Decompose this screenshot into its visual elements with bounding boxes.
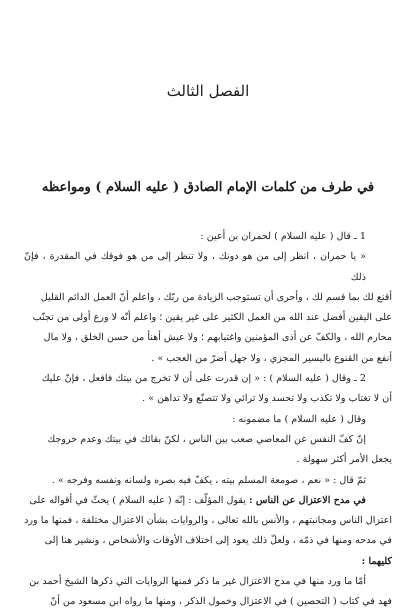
body-text — [24, 227, 392, 613]
text-line: كليهما : — [361, 555, 392, 567]
text-line: أنفع من القنوع باليسير المجزي ، ولا جهل أضرّ من العجب » . — [151, 352, 392, 364]
text-line: فهد في كتاب ( التحصين ) في الاعتزال وخمول الذكر ، ومنها ما رواه ابن مسعود من أنّ — [50, 596, 392, 608]
text-line: أمّا ما ورد منها في مدح الاعتزال غير ما ذكر فمنها الروايات التي ذكرها الشيخ أحمد بن — [29, 576, 366, 588]
text-line: أن لا تغتاب ولا تكذب ولا تحسد ولا ترائي ولا تتصنّع ولا تداهن » . — [142, 393, 392, 405]
text-line: يجعل الأمر أكثر سهولة . — [296, 454, 392, 466]
text-line: أقنع لك بما قسم لك ، وأحرى أن تستوجب الزيادة من ربّك ، واعلم أنّ العمل الدائم القليل — [40, 291, 392, 303]
section-title: في طرف من كلمات الإمام الصادق ( عليه السلام ) ومواعظه — [41, 180, 375, 195]
text-line: إنّ كفّ النفس عن المعاصي صعب بين الناس ، لكنّ بقائك في بيتك وعدم خروجك — [47, 433, 366, 445]
text-line: « يا حمران ، انظر إلى من هو دونك ، ولا تنظر إلى من هو فوقك في المقدرة ، فإنّ ذلك — [24, 251, 366, 283]
text-line: محارم الله ، والكفّ عن أذى المؤمنين واغتيابهم ؛ ولا عيش أهنأ من حسن الخلق ، ولا مال — [43, 332, 392, 344]
text-line: ثمّ قال : « نعم ، صومعة المسلم بيته ، يكفّ فيه بصره ولسانه ونفسه وفرجه » . — [51, 474, 366, 486]
text-line: اعتزال الناس ومجانبتهم ، والأنس بالله تعالى ، والروايات بشأن الاعتزال مختلفة ، فمنها ما ورد — [24, 515, 392, 527]
text-line-lead: في مدح الاعتزال عن الناس : — [248, 494, 366, 506]
chapter-title: الفصل الثالث — [166, 82, 250, 100]
text-line — [24, 491, 392, 511]
text-line-rest: يقول المؤلّف : إنّه ( عليه السلام ) يحثّ في أقواله على — [29, 494, 249, 506]
text-line: على اليقين أفضل عند الله من العمل الكثير على غير يقين ؛ واعلم أنّه لا ورع أولى من تجنّب — [32, 312, 392, 324]
text-line: وقال ( عليه السلام ) ما مضمونه : — [232, 413, 366, 425]
text-line: 1 ـ قال ( عليه السلام ) لحمران بن أعين : — [200, 231, 366, 242]
text-line: 2 ـ وقال ( عليه السلام ) : « إن قدرت على أن لا تخرج من بيتك فافعل ، فإنّ عليك — [41, 373, 366, 385]
text-line: في مدحه ومنها في ذمّه ، ولعلّ ذلك يعود إلى اختلاف الأوقات والأشخاص ، ونشير هنا إلى — [44, 535, 392, 547]
